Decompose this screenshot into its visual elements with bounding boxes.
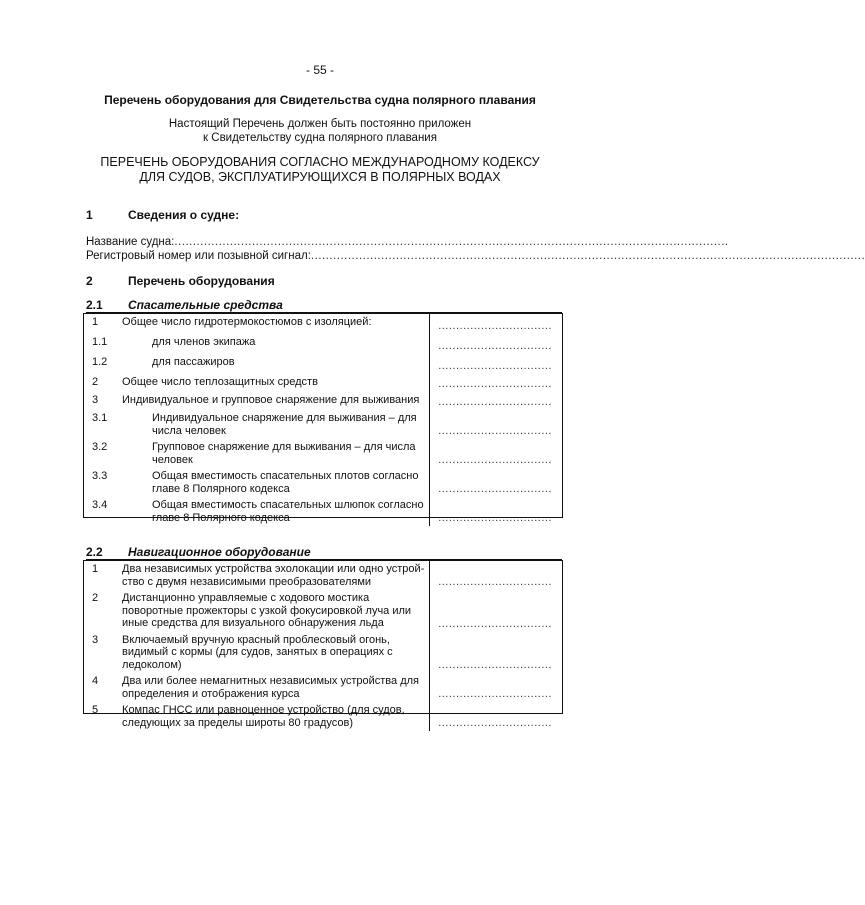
sub22-row-fill-in[interactable]: ................................ [430, 561, 560, 590]
sub21-row-fill-in[interactable]: ................................ [430, 392, 560, 410]
document-title: Перечень оборудования для Свидетельства судна полярного плавания [104, 93, 536, 107]
sub21-row-fill-in[interactable]: ................................ [430, 314, 560, 334]
sub21-row [84, 334, 560, 354]
registration-field[interactable] [86, 250, 865, 262]
sub22-row-description: Компас ГНСС или равноценное устройство (для судов, следующих за пределы широты 80 градусов) [122, 704, 405, 729]
lifesaving-table-body [84, 314, 560, 526]
sub22-row-fill-in[interactable]: ................................ [430, 590, 560, 632]
page-number: - 55 - [305, 63, 334, 77]
lifesaving-table [83, 313, 563, 524]
section-1-title: Сведения о судне: [128, 208, 240, 222]
sub21-row-number: 3.3 [92, 470, 108, 482]
sub21-row-fill-in[interactable]: ................................ [430, 334, 560, 354]
attachment-note-line-1: Настоящий Перечень должен быть постоянно приложен [168, 118, 472, 130]
sub21-row-number: 3.1 [92, 412, 108, 424]
section-2-title: Перечень оборудования [128, 274, 275, 288]
sub22-row-description: Включаемый вручную красный проблесковый огонь, видимый с кормы (для судов, занятых в операциях с ледоколом) [122, 633, 393, 671]
ship-name-dots: ...................................................................................................................................................... [174, 236, 729, 248]
subsection-2-1-number: 2.1 [86, 298, 103, 312]
ship-name-label: Название судна: [86, 236, 175, 248]
sub21-row-number: 3.2 [92, 441, 108, 453]
sub22-row-number: 2 [92, 592, 99, 604]
subsection-2-1-title: Спасательные средства [128, 298, 283, 312]
subsection-2-2-number: 2.2 [86, 545, 103, 559]
sub22-row [84, 561, 560, 590]
sub22-row [84, 673, 560, 702]
sub22-row [84, 632, 560, 674]
registration-label: Регистровый номер или позывной сигнал: [86, 250, 311, 262]
list-heading-line-2: ДЛЯ СУДОВ, ЭКСПЛУАТИРУЮЩИХСЯ В ПОЛЯРНЫХ ВОДАХ [139, 170, 501, 184]
sub21-row-fill-in[interactable]: ................................ [430, 468, 560, 497]
sub22-row-number: 4 [92, 675, 99, 687]
sub21-row-number: 2 [92, 376, 99, 388]
attachment-note [0, 117, 640, 145]
sub21-row-description: Общее число гидротермокостюмов с изоляцией: [122, 316, 372, 328]
sub22-row-number: 5 [92, 704, 99, 716]
sub22-row-description: Два или более немагнитных независимых устройства для определения и отображения курса [122, 675, 419, 700]
sub21-row [84, 392, 560, 410]
sub21-row [84, 410, 560, 439]
sub21-row-description: Групповое снаряжение для выживания – для числа человек [152, 441, 416, 466]
sub21-row-fill-in[interactable]: ................................ [430, 497, 560, 526]
list-heading-line-1: ПЕРЕЧЕНЬ ОБОРУДОВАНИЯ СОГЛАСНО МЕЖДУНАРОДНОМУ КОДЕКСУ [100, 155, 540, 169]
sub21-row-number: 3.4 [92, 499, 108, 511]
sub21-row [84, 354, 560, 374]
sub21-row [84, 468, 560, 497]
navigation-table [83, 560, 563, 729]
sub21-row [84, 439, 560, 468]
sub21-row-description: Общая вместимость спасательных шлюпок согласно главе 8 Полярного кодекса [152, 499, 424, 524]
sub21-row [84, 497, 560, 526]
sub21-row [84, 314, 560, 334]
sub21-row-fill-in[interactable]: ................................ [430, 410, 560, 439]
attachment-note-line-2: к Свидетельству судна полярного плавания [203, 132, 437, 144]
sub21-row-number: 3 [92, 394, 99, 406]
sub22-row-fill-in[interactable]: ................................ [430, 673, 560, 702]
sub21-row-number: 1 [92, 316, 99, 328]
sub21-row-number: 1.1 [92, 336, 108, 348]
sub22-row-description: Два независимых устройства эхолокации или одно устрой-ство с двумя независимыми преобразователями [122, 563, 425, 588]
sub21-row-description: для членов экипажа [152, 336, 256, 348]
navigation-table-body [84, 561, 560, 731]
sub21-row-description: Общая вместимость спасательных плотов согласно главе 8 Полярного кодекса [152, 470, 419, 495]
sub21-row [84, 374, 560, 392]
sub21-row-fill-in[interactable]: ................................ [430, 354, 560, 374]
sub22-row-fill-in[interactable]: ................................ [430, 632, 560, 674]
subsection-2-2-title: Навигационное оборудование [128, 545, 311, 559]
sub22-row-number: 1 [92, 563, 99, 575]
sub21-row-description: Индивидуальное снаряжение для выживания – для числа человек [152, 412, 417, 437]
section-1-number: 1 [86, 208, 93, 222]
sub21-row-fill-in[interactable]: ................................ [430, 374, 560, 392]
sub22-row [84, 702, 560, 731]
ship-name-field[interactable] [86, 236, 729, 248]
registration-dots: ...................................................................................................................................................... [310, 250, 865, 262]
sub21-row-description: Общее число теплозащитных средств [122, 376, 318, 388]
sub21-row-fill-in[interactable]: ................................ [430, 439, 560, 468]
sub22-row-description: Дистанционно управляемые с ходового мостика поворотные прожекторы с узкой фокусировкой луча или иные средства для визуального обнаружения льда [122, 592, 412, 629]
section-2-number: 2 [86, 274, 93, 288]
sub22-row-fill-in[interactable]: ................................ [430, 702, 560, 731]
sub22-row-number: 3 [92, 633, 99, 646]
sub21-row-description: для пассажиров [152, 356, 235, 368]
sub21-row-description: Индивидуальное и групповое снаряжение для выживания [122, 394, 420, 406]
sub21-row-number: 1.2 [92, 356, 108, 368]
sub22-row [84, 590, 560, 632]
list-heading [0, 155, 640, 185]
